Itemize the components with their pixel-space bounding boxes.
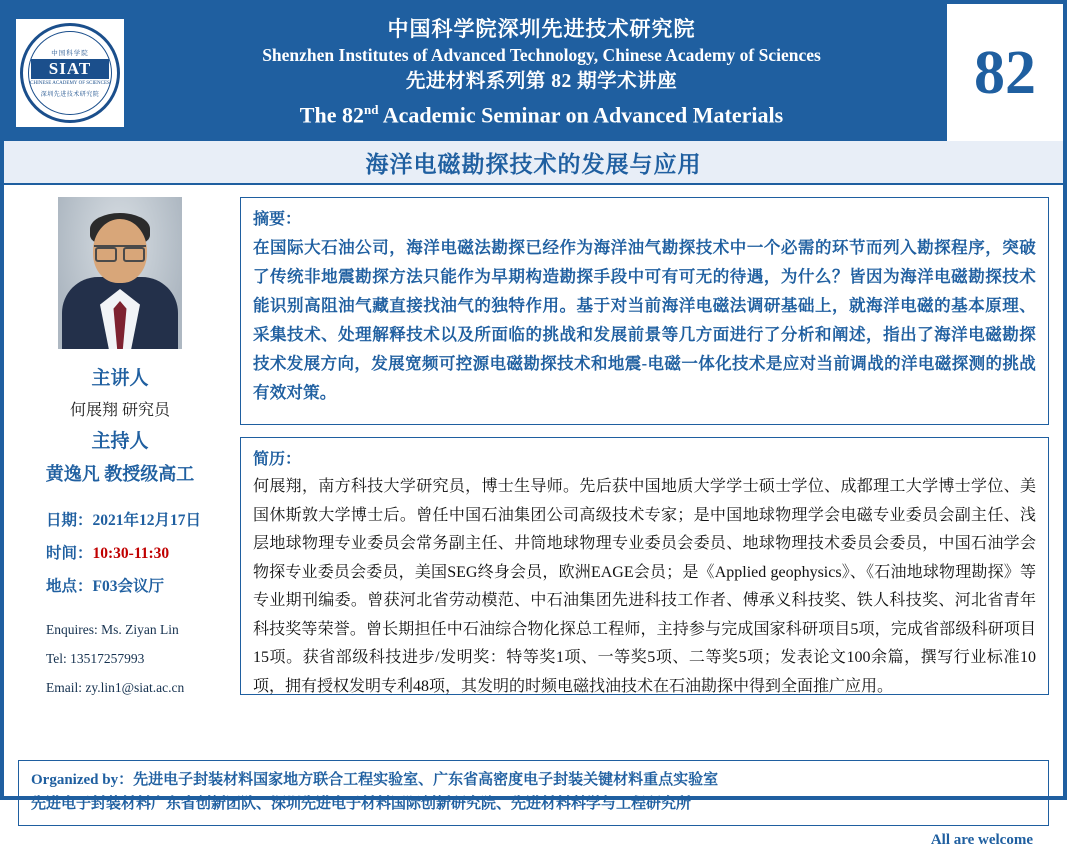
detail-row-place bbox=[46, 574, 228, 596]
poster-body bbox=[4, 185, 1063, 760]
detail-row-date bbox=[46, 508, 228, 530]
page-title: 海洋电磁勘探技术的发展与应用 bbox=[365, 151, 702, 177]
contact-enquires: Enquires: Ms. Ziyan Lin bbox=[46, 622, 179, 637]
abstract-text: 在国际大石油公司，海洋电磁法勘探已经作为海洋油气勘探技术中一个必需的环节而列入勘探程序，突破了传统非地震勘探方法只能作为早期构造勘探手段中可有可无的待遇，为什么？皆因为海洋电磁勘探技术能识别高阻油气藏直接找油气的独特作用。基于对当前海洋电磁法调研基础上，就海洋电磁的基本原理、采集技术、处理解释技术以及所面临的挑战和发展前景等几方面进行了分析和阐述，指出了海洋电磁勘探技术发展方向，发展宽频可控源电磁勘探技术和地震-电磁一体化技术是应对当前调战的洋电磁探测的挑战有效对策。 bbox=[253, 238, 1036, 402]
right-column bbox=[236, 185, 1063, 760]
institute-name-cn: 中国科学院深圳先进技术研究院 bbox=[387, 17, 696, 41]
series-title-en bbox=[136, 95, 947, 130]
host-name: 黄逸凡 教授级高工 bbox=[45, 464, 195, 484]
welcome-note: All are welcome bbox=[930, 832, 1033, 848]
series-title-en-sup: nd bbox=[363, 102, 379, 117]
abstract-panel bbox=[240, 197, 1049, 425]
host-role-label: 主持人 bbox=[91, 431, 149, 452]
speaker-role-label: 主讲人 bbox=[91, 368, 149, 389]
logo-frame bbox=[16, 19, 124, 127]
contact-block bbox=[12, 622, 228, 696]
logo-bottom-text: 深圳先进技术研究院 bbox=[40, 91, 100, 98]
series-title-en-prefix: The 82 bbox=[299, 102, 364, 128]
logo-container bbox=[4, 4, 136, 141]
biography-panel bbox=[240, 437, 1049, 695]
lecture-title-bar bbox=[4, 141, 1063, 185]
time-label: 时间： bbox=[46, 545, 93, 562]
abstract-heading: 摘要： bbox=[253, 211, 302, 228]
biography-heading: 简历： bbox=[253, 451, 302, 468]
logo-mid-text: CHINESE ACADEMY OF SCIENCES bbox=[30, 80, 110, 86]
event-details bbox=[12, 508, 228, 596]
speaker-name: 何展翔 研究员 bbox=[69, 402, 170, 419]
issue-number: 82 bbox=[974, 38, 1036, 107]
poster-footer bbox=[4, 760, 1063, 849]
siat-logo-icon bbox=[20, 23, 120, 123]
series-title-en-suffix: Academic Seminar on Advanced Materials bbox=[378, 102, 784, 128]
poster-header bbox=[4, 4, 1063, 141]
header-text-block bbox=[136, 4, 947, 141]
date-value: 2021年12月17日 bbox=[92, 512, 202, 529]
issue-number-container bbox=[947, 4, 1063, 141]
detail-row-time bbox=[46, 541, 228, 563]
organizers-line-2: 先进电子封装材料广东省创新团队、深圳先进电子材料国际创新研究院、先进材料科学与工程研究所 bbox=[31, 796, 692, 812]
left-column bbox=[4, 185, 236, 760]
organizers-label: Organized by： bbox=[31, 772, 134, 788]
time-value: 10:30-11:30 bbox=[92, 545, 170, 562]
photo-glasses bbox=[94, 245, 146, 259]
contact-email: Email: zy.lin1@siat.ac.cn bbox=[46, 680, 185, 695]
speaker-photo bbox=[58, 197, 182, 349]
series-title-cn: 先进材料系列第 82 期学术讲座 bbox=[405, 71, 678, 92]
contact-tel: Tel: 13517257993 bbox=[46, 651, 145, 666]
logo-band-text: SIAT bbox=[31, 59, 109, 79]
institute-name-en: Shenzhen Institutes of Advanced Technology, Chinese Academy of Sciences bbox=[262, 45, 821, 65]
organizers-text-1: 先进电子封装材料国家地方联合工程实验室、广东省高密度电子封装关键材料重点实验室 bbox=[133, 772, 719, 788]
date-label: 日期： bbox=[46, 512, 93, 529]
logo-top-text: 中国科学院 bbox=[51, 49, 89, 57]
place-label: 地点： bbox=[46, 578, 93, 595]
organizers-line-1 bbox=[31, 768, 1036, 792]
place-value: F03会议厅 bbox=[92, 578, 164, 595]
biography-text: 何展翔，南方科技大学研究员，博士生导师。先后获中国地质大学学士硕士学位、成都理工大学博士学位、美国休斯敦大学博士后。曾任中国石油集团公司高级技术专家；是中国地球物理学会电磁专业委员会副主任、浅层地球物理专业委员会常务副主任、井筒地球物理专业委员会委员、地球物理技术委员会委员，中国石油学会物探专业委员会委员，美国SEG终身会员，欧洲EAGE会员；是《Applied geophysics》、《石油地球物理勘探》等专业期刊编委。曾获河北省劳动模范、中石油集团先进科技工作者、傅承义科技奖、铁人科技奖、河北省青年科技奖等荣誉。曾长期担任中石油综合物化探总工程师，主持参与完成国家科研项目5项，完成省部级科研项目15项。获省部级科技进步/发明奖：特等奖1项、一等奖5项、二等奖5项；发表论文100余篇，撰写行业标准10项，拥有授权发明专利48项，其发明的时频电磁找油技术在石油勘探中得到全面推广应用。 bbox=[253, 478, 1036, 695]
organizers-panel bbox=[18, 760, 1049, 826]
